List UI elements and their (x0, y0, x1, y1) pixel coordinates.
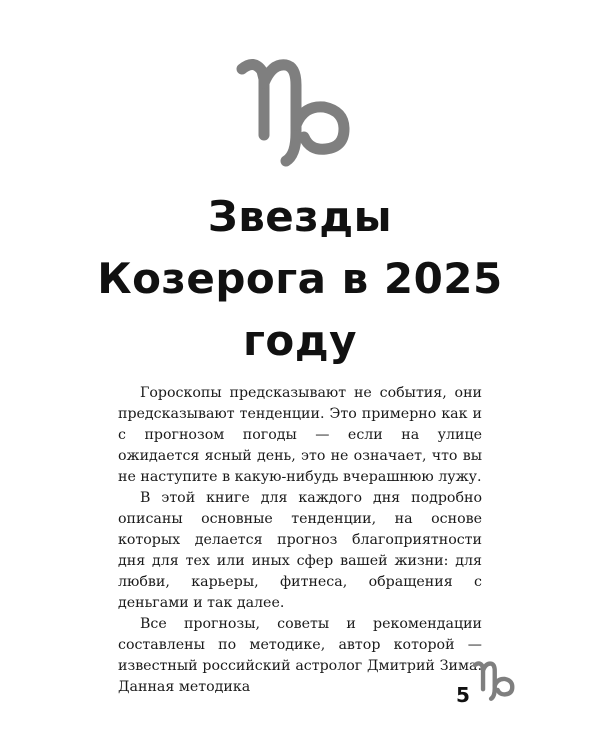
title-line-1: Звезды (207, 192, 393, 241)
paragraph-1: Гороскопы предсказывают не события, они предсказывают тенденции. Это примерно как и с прогнозом погоды — если на улице ожидается ясный день, это не означает, что вы не наступите в какую-нибудь вчерашнюю лужу. (118, 385, 482, 485)
title-line-3: году (242, 316, 358, 365)
paragraph-2: В этой книге для каждого дня подробно описаны основные тенденции, на основе которых делается прогноз благоприятности дня для тех или иных сфер вашей жизни: для любви, карьеры, фитнеса, обращения с деньгами и так далее. (118, 490, 482, 611)
body-text (118, 383, 482, 698)
capricorn-icon (472, 660, 516, 702)
paragraph-3: Все прогнозы, советы и рекомендации составлены по методике, автор которой — известный российский астролог Дмитрий Зима. Данная методика (118, 616, 482, 695)
page-title (60, 186, 540, 372)
capricorn-icon (234, 55, 354, 170)
page-number: 5 (456, 683, 470, 707)
title-line-2: Козерога в 2025 (97, 254, 503, 303)
